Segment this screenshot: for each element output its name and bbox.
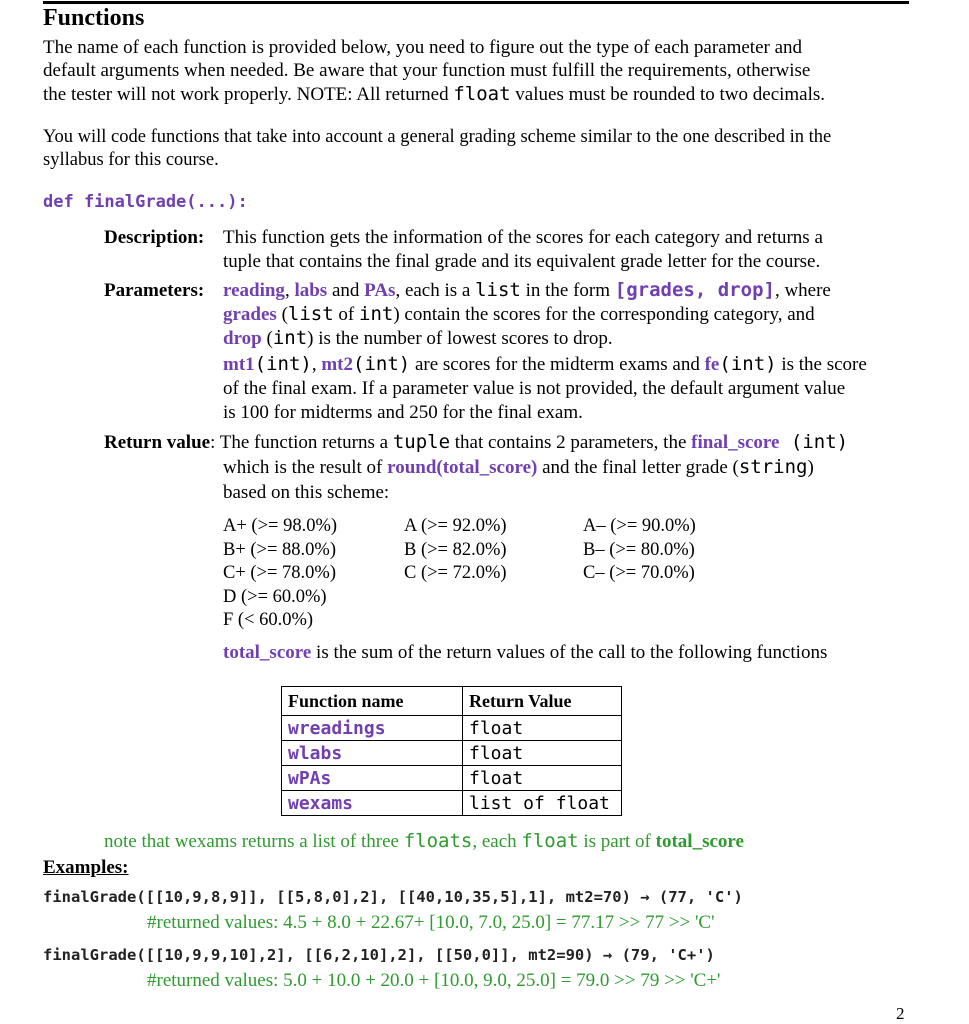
- table-cell: wlabs: [282, 741, 463, 766]
- example-call: finalGrade([[10,9,9,10],2], [[6,2,10],2], [[50,0]], mt2=90) → (79, 'C+'): [43, 946, 715, 964]
- int-code: int: [272, 327, 308, 349]
- scheme-line-1: You will code functions that take into account a general grading scheme similar to the one described in the: [43, 127, 832, 147]
- table-cell: float: [463, 766, 622, 791]
- grade-item: C+ (>= 78.0%): [223, 563, 336, 583]
- return-label: Return value: [104, 432, 211, 453]
- total-score-line: [223, 641, 827, 664]
- text: , where: [774, 280, 831, 301]
- grade-item: C (>= 72.0%): [404, 563, 507, 583]
- table-row: [282, 766, 622, 791]
- total-score-term: total_score: [223, 642, 312, 663]
- page-number: 2: [896, 1004, 905, 1023]
- round-term: round(total_score): [387, 457, 538, 478]
- parameters-line-2: [223, 303, 815, 326]
- text: (: [276, 304, 288, 325]
- grade-col-1: [223, 515, 337, 633]
- text: that contains 2 parameters, the: [450, 432, 692, 453]
- table-row: [282, 716, 622, 741]
- param-pas: PAs: [364, 280, 396, 301]
- table-header: Function name: [282, 687, 463, 716]
- scheme-line-2: syllabus for this course.: [43, 150, 219, 170]
- example-call: finalGrade([[10,9,8,9]], [[5,8,0],2], [[40,10,35,5],1], mt2=70) → (77, 'C'): [43, 888, 743, 906]
- text: , each: [472, 831, 522, 852]
- grade-col-3: [583, 515, 696, 586]
- intro-line-1: The name of each function is provided below, you need to figure out the type of each parameter and: [43, 37, 803, 58]
- text: ,: [311, 354, 322, 375]
- param-labs: labs: [294, 280, 328, 301]
- return-line-2: [223, 456, 814, 479]
- total-score-term: total_score: [655, 831, 744, 852]
- intro-line-3a: the tester will not work properly. NOTE: All returned: [43, 84, 454, 105]
- table-row: [282, 741, 622, 766]
- int-code: (int): [719, 353, 777, 375]
- grade-item: F (< 60.0%): [223, 610, 314, 630]
- return-line-3: based on this scheme:: [223, 482, 390, 503]
- final-score-term: final_score: [691, 432, 780, 453]
- table-cell: list of float: [463, 791, 622, 816]
- table-cell: wreadings: [282, 716, 463, 741]
- parameters-line-6: is 100 for midterms and 250 for the final exam.: [223, 402, 583, 423]
- grade-item: A (>= 92.0%): [404, 516, 507, 536]
- parameters-label: Parameters:: [104, 280, 205, 301]
- text: ): [807, 457, 814, 478]
- grade-item: D (>= 60.0%): [223, 586, 327, 607]
- param-mt2: mt2: [321, 354, 354, 375]
- text: is part of: [578, 831, 656, 852]
- int-code: int: [359, 303, 394, 325]
- grade-col-2: [404, 515, 507, 586]
- intro-line-3: [43, 83, 825, 106]
- int-code: (int): [353, 353, 411, 375]
- return-line-1: [104, 431, 848, 454]
- table-header: Return Value: [463, 687, 622, 716]
- text: in the form: [520, 280, 615, 301]
- text: which is the result of: [223, 457, 388, 478]
- table-cell: wexams: [282, 791, 463, 816]
- parameters-line-3: [223, 327, 613, 350]
- description-label: Description:: [104, 227, 205, 248]
- table-cell: float: [463, 716, 622, 741]
- floats-code: floats: [403, 830, 473, 852]
- description-line-2: tuple that contains the final grade and its equivalent grade letter for the course.: [223, 251, 821, 272]
- example-comment: #returned values: 4.5 + 8.0 + 22.67+ [10.0, 7.0, 25.0] = 77.17 >> 77 >> 'C': [147, 912, 715, 933]
- text: are scores for the midterm exams and: [410, 354, 705, 375]
- form-code: [grades, drop]: [614, 279, 775, 301]
- string-code: string: [738, 456, 808, 478]
- param-drop: drop: [223, 328, 262, 349]
- text: : The function returns a: [210, 432, 393, 453]
- section-title: Functions: [43, 5, 145, 31]
- param-fe: fe: [704, 354, 720, 375]
- table-row: [282, 791, 622, 816]
- text: ) contain the scores for the corresponding category, and: [393, 304, 815, 325]
- param-mt1: mt1: [223, 354, 255, 375]
- table-cell: wPAs: [282, 766, 463, 791]
- grade-item: B+ (>= 88.0%): [223, 539, 336, 560]
- function-table: [281, 686, 622, 816]
- intro-line-2: default arguments when needed. Be aware that your function must fulfill the requirements, otherwise: [43, 60, 811, 81]
- description-line-1: This function gets the information of the scores for each category and returns a: [223, 227, 823, 248]
- grade-item: B (>= 82.0%): [404, 539, 507, 560]
- float-code: float: [453, 83, 511, 105]
- text: , each is a: [395, 280, 476, 301]
- list-code: list: [475, 279, 521, 301]
- grade-item: C– (>= 70.0%): [583, 563, 695, 583]
- def-line: def finalGrade(...):: [43, 192, 248, 212]
- text: and the final letter grade (: [537, 457, 739, 478]
- text: note that wexams returns a list of three: [104, 831, 404, 852]
- table-cell: float: [463, 741, 622, 766]
- parameters-line-5: of the final exam. If a parameter value is not provided, the default argument value: [223, 378, 846, 399]
- parameters-line-1: [223, 279, 831, 302]
- list-code: list: [287, 303, 334, 325]
- text: of: [333, 304, 359, 325]
- grade-item: A+ (>= 98.0%): [223, 516, 338, 536]
- text: ) is the number of lowest scores to drop.: [307, 328, 613, 349]
- param-reading: reading: [223, 280, 285, 301]
- text: is the score: [776, 354, 867, 375]
- int-code: (int): [254, 353, 312, 375]
- float-code: float: [521, 830, 579, 852]
- text: and: [327, 280, 365, 301]
- table-header-row: [282, 687, 622, 716]
- text: ,: [284, 280, 295, 301]
- examples-title: Examples:: [43, 857, 129, 878]
- text: is the sum of the return values of the call to the following functions: [311, 642, 828, 663]
- top-rule: [43, 1, 909, 4]
- example-comment: #returned values: 5.0 + 10.0 + 20.0 + [10.0, 9.0, 25.0] = 79.0 >> 79 >> 'C+': [147, 970, 721, 991]
- note-line: [104, 830, 744, 853]
- parameters-line-4: [223, 353, 867, 376]
- int-code: (int): [779, 431, 849, 453]
- text: (: [261, 328, 273, 349]
- tuple-code: tuple: [392, 431, 451, 453]
- intro-line-3b: values must be rounded to two decimals.: [510, 84, 826, 105]
- grade-item: A– (>= 90.0%): [583, 516, 696, 536]
- grade-item: B– (>= 80.0%): [583, 539, 695, 560]
- param-grades: grades: [223, 304, 277, 325]
